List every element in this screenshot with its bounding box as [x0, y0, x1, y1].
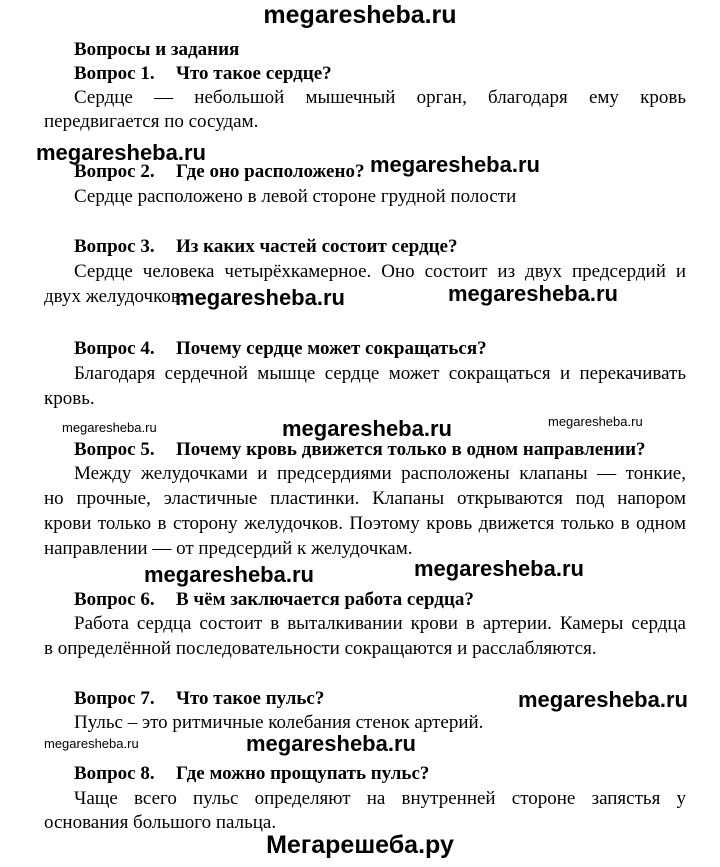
site-footer: Мегарешеба.ру — [266, 831, 454, 859]
answer-4-line-1: Благодаря сердечной мышце сердце может сокращаться и перекачивать — [74, 363, 686, 384]
watermark: megaresheba.ru — [414, 556, 584, 581]
answer-2-line-1: Сердце расположено в левой стороне грудной полости — [74, 186, 517, 207]
answer-5-line-1: Между желудочками и предсердиями расположены клапаны — тонкие, — [74, 463, 686, 484]
question-4 — [74, 339, 686, 358]
site-watermark-header: megaresheba.ru — [263, 1, 457, 29]
watermark: megaresheba.ru — [282, 416, 452, 441]
question-3 — [74, 237, 686, 256]
watermark: megaresheba.ru — [36, 140, 206, 165]
answer-7-line-1: Пульс – это ритмичные колебания стенок артерий. — [74, 712, 484, 733]
question-4-label: Вопрос 4. — [74, 338, 155, 359]
watermark: megaresheba.ru — [548, 414, 643, 429]
answer-8-line-2: основания большого пальца. — [44, 812, 277, 833]
question-7-text: Что такое пульс? — [176, 688, 325, 709]
question-2 — [74, 162, 686, 181]
question-8-label: Вопрос 8. — [74, 763, 155, 784]
question-7-label: Вопрос 7. — [74, 688, 155, 709]
watermark: megaresheba.ru — [518, 687, 688, 712]
question-2-text: Где оно расположено? — [176, 161, 365, 182]
answer-4-line-2: кровь. — [44, 388, 95, 409]
answer-1-line-1: Сердце — небольшой мышечный орган, благодаря ему кровь — [74, 87, 686, 108]
answer-3-line-1: Сердце человека четырёхкамерное. Оно состоит из двух предсердий и — [74, 261, 686, 282]
answer-1-line-2: передвигается по сосудам. — [44, 111, 259, 132]
watermark: megaresheba.ru — [370, 152, 540, 177]
watermark: megaresheba.ru — [44, 736, 139, 751]
question-5-text: Почему кровь движется только в одном направлении? — [176, 439, 646, 460]
answer-5-line-3: крови только в сторону желудочков. Поэтому кровь движется только в одном — [44, 513, 686, 534]
question-1-text: Что такое сердце? — [176, 63, 332, 84]
question-1-label: Вопрос 1. — [74, 63, 155, 84]
question-6 — [74, 590, 686, 609]
question-8 — [74, 764, 686, 783]
watermark: megaresheba.ru — [144, 562, 314, 587]
question-3-text: Из каких частей состоит сердце? — [176, 236, 458, 257]
watermark: megaresheba.ru — [62, 420, 157, 435]
question-6-text: В чём заключается работа сердца? — [176, 589, 474, 610]
question-4-text: Почему сердце может сокращаться? — [176, 338, 487, 359]
answer-8-line-1: Чаще всего пульс определяют на внутренней стороне запястья у — [74, 788, 686, 809]
answer-5-line-4: направлении — от предсердий к желудочкам. — [44, 538, 413, 559]
question-5 — [74, 440, 686, 459]
watermark: megaresheba.ru — [175, 285, 345, 310]
question-1 — [74, 64, 686, 83]
watermark: megaresheba.ru — [246, 731, 416, 756]
answer-6-line-1: Работа сердца состоит в выталкивании крови в артерии. Камеры сердца — [74, 613, 686, 634]
question-2-label: Вопрос 2. — [74, 161, 155, 182]
question-3-label: Вопрос 3. — [74, 236, 155, 257]
watermark: megaresheba.ru — [448, 281, 618, 306]
answer-6-line-2: в определённой последовательности сокращаются и расслабляются. — [44, 638, 597, 659]
question-5-label: Вопрос 5. — [74, 439, 155, 460]
answer-3-line-2: двух желудочков. — [44, 286, 185, 307]
answer-5-line-2: но прочные, эластичные пластинки. Клапаны открываются под напором — [44, 488, 686, 509]
question-6-label: Вопрос 6. — [74, 589, 155, 610]
section-title: Вопросы и задания — [74, 39, 240, 60]
question-8-text: Где можно прощупать пульс? — [176, 763, 430, 784]
